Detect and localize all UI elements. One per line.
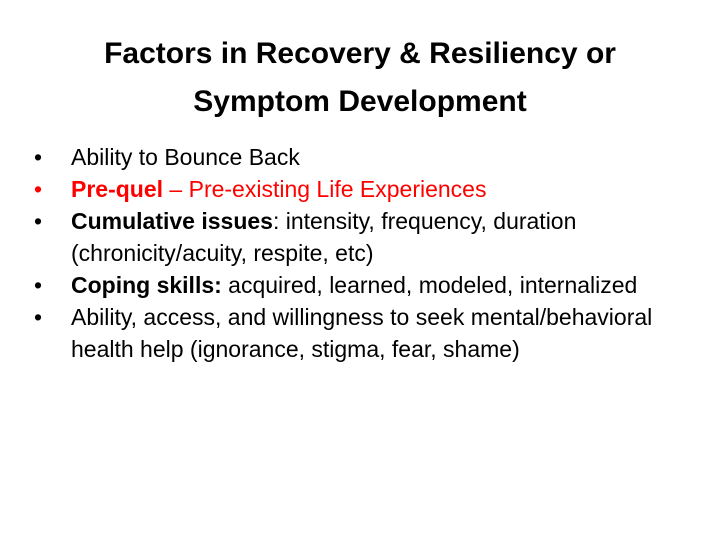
bullet-bold-label: Pre-quel xyxy=(71,176,164,202)
slide-title xyxy=(60,30,660,126)
bullet-marker: • xyxy=(33,208,43,234)
bullet-text: acquired, learned, modeled, internalized xyxy=(221,272,638,298)
bullet-item-coping-skills xyxy=(28,269,698,301)
bullet-marker: • xyxy=(33,272,43,298)
title-line-1: Factors in Recovery & Resiliency or xyxy=(104,37,616,70)
bullet-text: – Pre-existing Life Experiences xyxy=(163,176,487,202)
bullet-text: Ability to Bounce Back xyxy=(71,144,300,170)
bullet-item-bounce-back xyxy=(28,141,698,173)
bullet-marker: • xyxy=(33,304,43,330)
bullet-item-seek-help xyxy=(28,301,698,365)
bullet-text: : intensity, frequency, duration (chronicity/acuity, respite, etc) xyxy=(71,208,577,266)
bullet-marker: • xyxy=(33,176,43,202)
bullet-list xyxy=(28,141,698,365)
bullet-bold-label: Coping skills: xyxy=(71,272,222,298)
bullet-marker: • xyxy=(33,144,43,170)
bullet-item-pre-quel xyxy=(28,173,698,205)
title-line-2: Symptom Development xyxy=(193,85,527,118)
bullet-text: Ability, access, and willingness to seek mental/behavioral health help (ignorance, stigma, fear, shame) xyxy=(71,304,653,362)
bullet-item-cumulative-issues xyxy=(28,205,698,269)
bullet-bold-label: Cumulative issues xyxy=(71,208,273,234)
